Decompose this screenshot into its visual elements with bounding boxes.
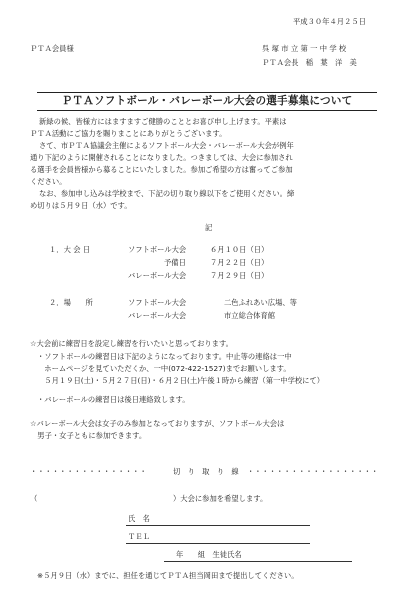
intro-line: ください。	[30, 177, 67, 186]
form-tournament-text: ）大会に参加を希望します。	[173, 494, 268, 503]
schedule-date: ７月２９日（日）	[210, 271, 269, 280]
intro-line: さて、市ＰＴＡ協議会主催によるソフトボール大会・バレーボール大会が例年	[39, 141, 294, 150]
schedule-date: ７月２２日（日）	[210, 258, 269, 267]
intro-line: め切りは５月９日（水）です。	[30, 201, 132, 210]
note-line: ホームページを見ていただくか、一中(072-422-1527)までお願いします。	[37, 364, 291, 373]
intro-line: ＰＴＡ活動にご協力を賜りまことにありがとうございます。	[30, 129, 227, 138]
form-tel-line[interactable]	[126, 543, 310, 544]
schedule-date: ６月１０日（日）	[210, 245, 269, 254]
note-line: ５月１９日(土)・５月２７日(日)・６月２日(土)午後１時から練習（第一中学校にて）	[37, 376, 325, 385]
note-line: ・バレーボールの練習日は後日連絡致します。	[37, 395, 190, 404]
schedule-label-place: ２．場 所	[49, 298, 93, 307]
cut-line-label: 切 り 取 り 線	[173, 467, 239, 476]
ki-heading: 記	[205, 223, 213, 232]
intro-line: 通り下記のように開催されることになりました。つきましては、大会に参加され	[30, 153, 293, 162]
school-name: 呉 塚 市 立 第 一 中 学 校	[262, 44, 347, 53]
cut-line-dots-left: ・・・・・・・・・・・・・・・・	[30, 467, 147, 476]
schedule-place: 二色ふれあい広場、等	[224, 298, 297, 307]
schedule-event: バレーボール大会	[128, 311, 187, 320]
page-title: ＰＴＡソフトボール・バレーボール大会の選手募集について	[61, 95, 353, 107]
recipient: ＰＴＡ会員様	[30, 44, 74, 53]
schedule-event: ソフトボール大会	[128, 298, 187, 307]
sender-name: ＰＴＡ会長 稲 葉 洋 美	[262, 58, 357, 67]
schedule-event: 予備日	[164, 258, 186, 267]
intro-line: る選手を会員皆様から募ることにいたしました。参加ご希望の方は奮ってご参加	[30, 165, 293, 174]
intro-line: 新緑の候、皆様方にはますますご健勝のこととお喜び申し上げます。平素は	[39, 117, 287, 126]
form-tel-label: ＴＥＬ	[128, 532, 150, 541]
form-student-line[interactable]	[164, 561, 352, 562]
cut-line-dots-right: ・・・・・・・・・・・・・・・・・・	[247, 467, 379, 476]
note-line: ☆大会前に練習日を設定し練習を行いたいと思っております。	[30, 339, 233, 348]
form-name-line[interactable]	[126, 525, 310, 526]
schedule-event: ソフトボール大会	[128, 245, 187, 254]
form-student-label: 年 組 生徒氏名	[176, 550, 242, 559]
submission-note: ※５月９日（水）までに、担任を通じてＰＴＡ担当岡田まで提出してください。	[37, 571, 299, 580]
schedule-label-dates: １．大 会 日	[49, 245, 91, 254]
form-open-paren: （	[30, 494, 38, 503]
intro-line: なお、参加申し込みは学校まで、下記の切り取り線以下をご使用ください。締	[39, 189, 295, 198]
note-line: ☆バレーボール大会は女子のみ参加となっておりますが、ソフトボール大会は	[30, 419, 285, 428]
issue-date: 平成３０年４月２５日	[293, 17, 366, 26]
schedule-event: バレーボール大会	[128, 271, 187, 280]
note-line: 男子・女子ともに参加できます。	[30, 431, 147, 440]
schedule-place: 市立総合体育館	[224, 311, 276, 320]
note-line: ・ソフトボールの練習日は下記のようになっております。中止等の連絡は一中	[37, 352, 292, 361]
title-box	[37, 92, 377, 111]
form-name-label: 氏 名	[128, 514, 150, 523]
